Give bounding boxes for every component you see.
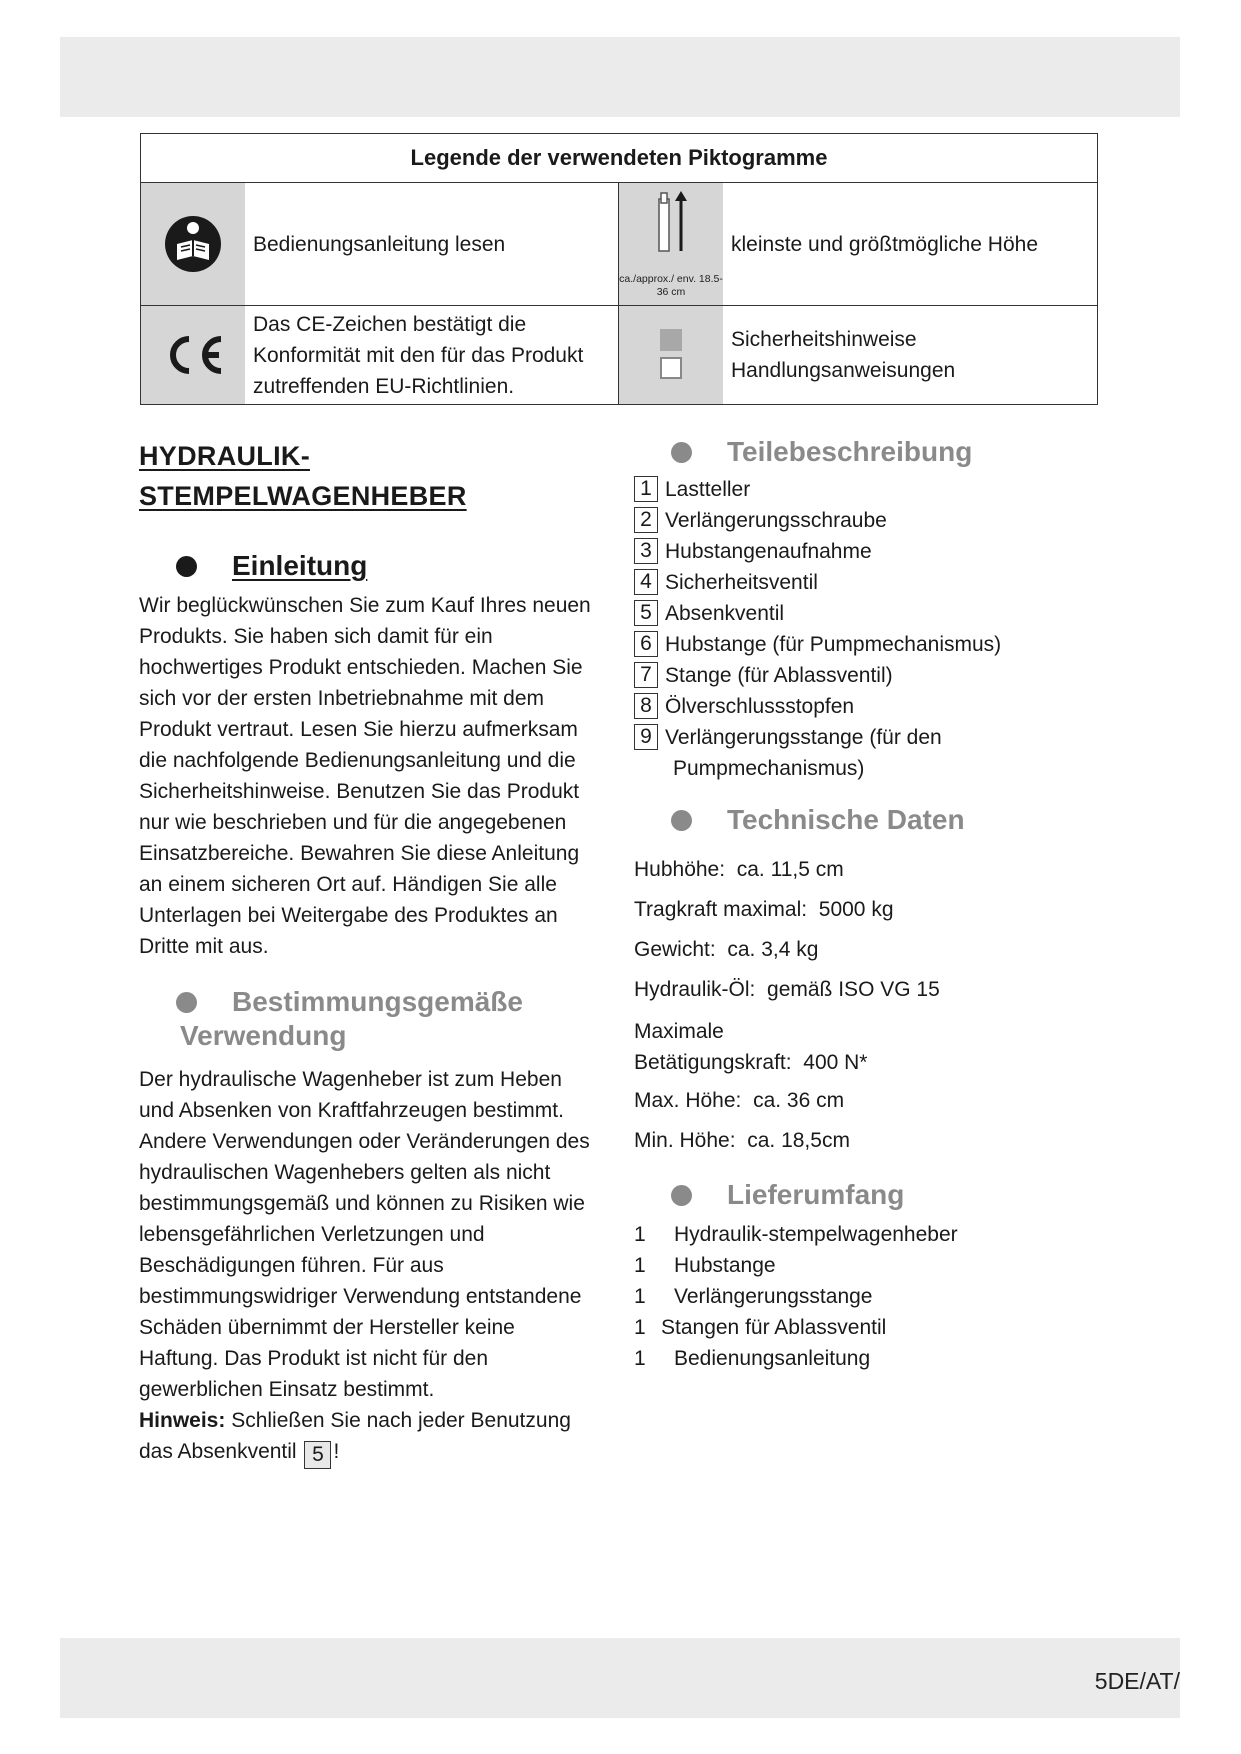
- tech-data: [634, 850, 1104, 1161]
- section-heading-tech: [634, 804, 1104, 836]
- note-label: Hinweis:: [139, 1409, 226, 1432]
- list-item: [634, 722, 1104, 784]
- item-qty: 1: [634, 1254, 646, 1277]
- part-label: Sicherheitsventil: [665, 571, 818, 594]
- item-label: Bedienungsanleitung: [674, 1347, 871, 1370]
- section-heading-usage-cont: Verwendung: [180, 1020, 347, 1051]
- title-line: HYDRAULIK-: [139, 441, 310, 471]
- bullet-dot-icon: [671, 1185, 692, 1206]
- list-item: [634, 536, 1104, 567]
- note-text: Schließen Sie nach jeder Benutzung das Absenkventil: [139, 1409, 571, 1463]
- part-number-box: 5: [634, 600, 658, 626]
- part-label: Lastteller: [665, 478, 751, 501]
- list-item: [634, 1219, 1104, 1250]
- tech-label: Gewicht:: [634, 938, 716, 961]
- part-number-box: 9: [634, 724, 658, 750]
- item-qty: 1: [634, 1347, 646, 1370]
- height-range-icon: [619, 183, 723, 305]
- tech-label: Min. Höhe:: [634, 1129, 736, 1152]
- tech-row: [634, 930, 1104, 970]
- part-label: Absenkventil: [665, 602, 785, 625]
- part-label-line: Pumpmechanismus): [673, 757, 865, 780]
- footer-band: [60, 1638, 1180, 1718]
- legend-text-line: Sicherheitshinweise: [731, 328, 917, 351]
- list-item: [634, 1312, 1104, 1343]
- page-title: [139, 436, 599, 516]
- intro-paragraph: Wir beglückwünschen Sie zum Kauf Ihres neuen Produkts. Sie haben sich damit für ein hochwertiges Produkt entschieden. Machen Sie sich vor der ersten Inbetriebnahme mit dem Produkt vertraut. Lesen Sie hierzu aufmerksam die nachfolgende Bedienungsanleitung und die Sicherheitshinweise. Benutzen Sie das Produkt nur wie beschrieben und für die angegebenen Einsatzbereiche. Bewahren Sie diese Anleitung an einem sicheren Ort auf. Händigen Sie alle Unterlagen bei Weitergabe des Produktes an Dritte mit aus.: [139, 594, 591, 958]
- part-label: [665, 722, 942, 784]
- heading-label: Teilebeschreibung: [727, 436, 973, 467]
- legend-row: [141, 306, 1097, 404]
- section-heading-intro: [139, 550, 599, 582]
- part-number-box: 3: [634, 538, 658, 564]
- item-label: Verlängerungsstange: [674, 1285, 873, 1308]
- item-label: Hubstange: [674, 1254, 776, 1277]
- manual-read-icon: [141, 183, 245, 305]
- item-qty: 1: [634, 1285, 646, 1308]
- tech-label: Tragkraft maximal:: [634, 898, 808, 921]
- part-label: Stange (für Ablassventil): [665, 664, 893, 687]
- legend-text: Das CE-Zeichen bestätigt die Konformität mit den für das Produkt zutreffenden EU-Richtlinien.: [245, 306, 619, 404]
- ce-mark-icon: [141, 306, 245, 404]
- tech-value: ca. 18,5cm: [747, 1129, 850, 1152]
- legend-text-line: Handlungsanweisungen: [731, 359, 956, 382]
- tech-row: [634, 890, 1104, 930]
- part-number-box: 2: [634, 507, 658, 533]
- part-number-box: 7: [634, 662, 658, 688]
- pictogram-legend-table: [140, 133, 1098, 405]
- tech-label: Betätigungskraft:: [634, 1051, 792, 1074]
- tech-row: [634, 970, 1104, 1010]
- delivery-scope-list: [634, 1219, 1104, 1374]
- heading-label: Einleitung: [232, 550, 368, 581]
- legend-text: [723, 306, 1097, 404]
- item-qty: 1: [634, 1223, 646, 1246]
- section-heading-usage: [139, 986, 599, 1018]
- part-label: Hubstange (für Pumpmechanismus): [665, 633, 1002, 656]
- page-number: 5DE/AT/: [1094, 1668, 1180, 1694]
- section-heading-parts: [634, 436, 1104, 468]
- list-item: [634, 1250, 1104, 1281]
- tech-label: Maximale: [634, 1020, 724, 1043]
- tech-value: ca. 36 cm: [753, 1089, 845, 1112]
- right-column: [634, 436, 1104, 1374]
- tech-label: Hubhöhe:: [634, 858, 726, 881]
- tech-label: Max. Höhe:: [634, 1089, 742, 1112]
- tech-label: Hydraulik-Öl:: [634, 978, 756, 1001]
- tech-value: 5000 kg: [818, 898, 894, 921]
- part-number-box: 8: [634, 693, 658, 719]
- tech-row: [634, 1016, 1104, 1078]
- usage-paragraph: Der hydraulische Wagenheber ist zum Heben und Absenken von Kraftfahrzeugen bestimmt. Andere Verwendungen oder Veränderungen des hydraulischen Wagenhebers gelten als nicht bestimmungsgemäß und können zu Risiken wie lebensgefährlichen Verletzungen und Beschädigungen führen. Für aus bestimmungswidriger Verwendung entstandene Schäden übernimmt der Hersteller keine Haftung. Das Produkt ist nicht für den gewerblichen Einsatz bestimmt.: [139, 1068, 590, 1401]
- header-band: [60, 37, 1180, 117]
- legend-text: kleinste und größtmögliche Höhe: [731, 232, 1039, 256]
- list-item: [634, 1343, 1104, 1374]
- usage-note: [139, 1405, 599, 1469]
- title-line: STEMPELWAGENHEBER: [139, 481, 467, 511]
- legend-title: Legende der verwendeten Piktogramme: [141, 134, 1097, 183]
- item-label: Hydraulik-stempelwagenheber: [674, 1223, 958, 1246]
- list-item: [634, 1281, 1104, 1312]
- part-number-box: 1: [634, 476, 658, 502]
- height-range-caption: ca./approx./ env. 18.5-36 cm: [619, 273, 723, 298]
- tech-value: gemäß ISO VG 15: [767, 978, 940, 1001]
- heading-label: Technische Daten: [727, 804, 965, 835]
- list-item: [634, 505, 1104, 536]
- section-heading-scope: [634, 1179, 1104, 1211]
- note-end: !: [333, 1440, 340, 1463]
- list-item: [634, 598, 1104, 629]
- bullet-dot-icon: [176, 556, 197, 577]
- list-item: [634, 660, 1104, 691]
- list-item: [634, 629, 1104, 660]
- list-item: [634, 474, 1104, 505]
- parts-list: [634, 474, 1104, 784]
- item-label: Stangen für Ablassventil: [661, 1316, 887, 1339]
- square-markers-icon: [619, 306, 723, 404]
- part-number-box: 4: [634, 569, 658, 595]
- tech-value: 400 N*: [803, 1051, 868, 1074]
- part-label-line: Verlängerungsstange (für den: [665, 726, 942, 749]
- left-column: [139, 436, 599, 1469]
- tech-row: [634, 850, 1104, 890]
- legend-row: [141, 183, 1097, 306]
- bullet-dot-icon: [671, 810, 692, 831]
- tech-value: ca. 3,4 kg: [727, 938, 819, 961]
- bullet-dot-icon: [176, 992, 197, 1013]
- legend-text: Bedienungsanleitung lesen: [245, 183, 619, 305]
- tech-row: [634, 1121, 1104, 1161]
- item-qty: 1: [634, 1316, 646, 1339]
- part-label: Ölverschlussstopfen: [665, 695, 855, 718]
- list-item: [634, 691, 1104, 722]
- bullet-dot-icon: [671, 442, 692, 463]
- part-number-box: 6: [634, 631, 658, 657]
- part-label: Verlängerungsschraube: [665, 509, 887, 532]
- part-label: Hubstangenaufnahme: [665, 540, 872, 563]
- tech-value: ca. 11,5 cm: [736, 858, 844, 881]
- heading-label: Lieferumfang: [727, 1179, 905, 1210]
- tech-row: [634, 1081, 1104, 1121]
- list-item: [634, 567, 1104, 598]
- heading-label: Bestimmungsgemäße: [232, 986, 523, 1017]
- part-ref-box: 5: [304, 1441, 331, 1469]
